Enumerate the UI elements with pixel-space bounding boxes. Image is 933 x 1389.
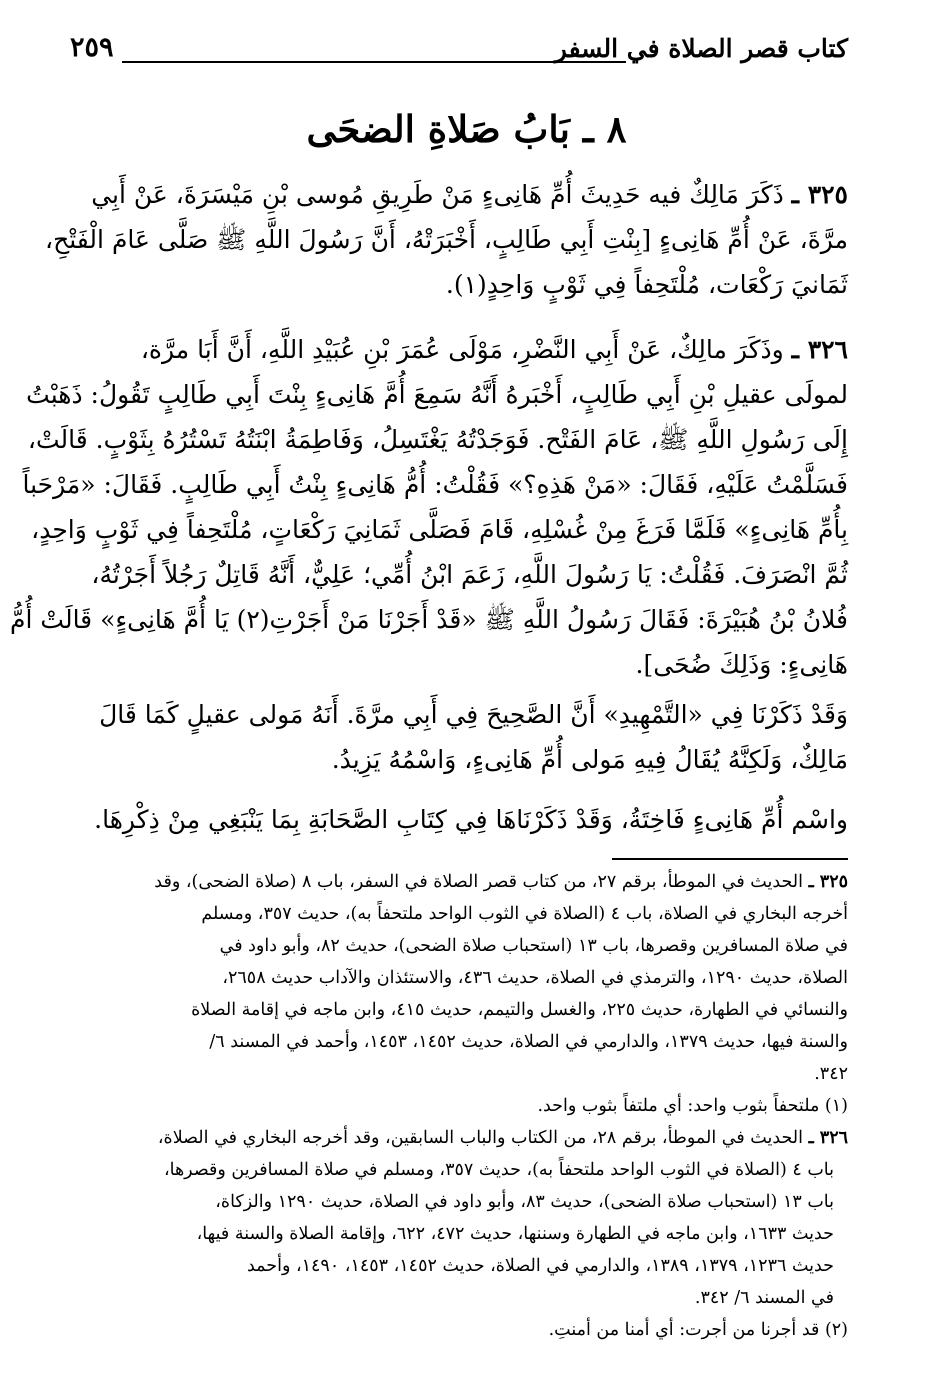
text-line: فَسَلَّمْتُ عَلَيْهِ، فَقَالَ: «مَنْ هَذِهِ؟» فَقُلْتُ: أُمُّ هَانِىءٍ بِنْتُ أَبِي طَالِبٍ. فَقَالَ: «مَرْحَباً bbox=[22, 470, 848, 499]
text-line-content: وذَكَرَ مالِكٌ، عَنْ أَبِي النَّضْرِ، مَوْلَى عُمَرَ بْنِ عُبَيْدِ اللَّهِ، أَنَّ أَبَا مرَّة، bbox=[140, 335, 792, 364]
footnote-line: في صلاة المسافرين وقصرها، باب ١٣ (استحباب صلاة الضحى)، حديث ٨٢، وأبو داود في bbox=[219, 936, 848, 956]
hadith-number: ٣٢٦ ـ bbox=[791, 335, 848, 364]
text-line: فُلانُ بْنُ هُبَيْرَةَ: فَقَالَ رَسُولُ اللَّهِ ﷺ «قَدْ أَجَرْنَا مَنْ أَجَرْتِ(٢) يَا أُمَّ هَانِىءٍ» قَالَتْ أُمُّ bbox=[10, 605, 848, 634]
footnote-line: باب ٤ (الصلاة في الثوب الواحد ملتحفاً به)، حديث ٣٥٧، ومسلم في صلاة المسافرين وقصرها، bbox=[163, 1160, 834, 1180]
footnote-line: (٢) قد أجرنا من أجرت: أي أمنا من أمنتِ. bbox=[548, 1320, 848, 1340]
footnote-rule bbox=[612, 858, 848, 860]
text-line: ثُمَّ انْصَرَفَ. فَقُلْتُ: يَا رَسُولَ اللَّهِ، زَعَمَ ابْنُ أُمِّي؛ عَلِيٌّ، أَنَّهُ قَاتِلٌ رَجُلاً أَجَرْتُهُ، bbox=[91, 560, 848, 589]
book-title: كتاب قصر الصلاة في السفر bbox=[554, 34, 848, 63]
footnote-line: حديث ١٢٣٦، ١٣٧٩، ١٣٨٩، والدارمي في الصلاة، حديث ١٤٥٢، ١٤٥٣، ١٤٩٠، وأحمد bbox=[246, 1256, 834, 1276]
footnote-line: والنسائي في الطهارة، حديث ٢٢٥، والغسل والتيمم، حديث ٤١٥، وابن ماجه في إقامة الصلاة bbox=[191, 1000, 848, 1020]
commentary-paragraph bbox=[82, 692, 848, 782]
footnote-326 bbox=[82, 1122, 848, 1314]
footnote-line bbox=[82, 866, 848, 898]
text-line bbox=[82, 327, 848, 372]
text-line: هَانِىءٍ: وَذَلِكَ ضُحَى]. bbox=[635, 650, 848, 679]
header-rule bbox=[122, 61, 626, 63]
footnote-number: ٣٢٥ ـ bbox=[808, 872, 848, 892]
text-line: لمولَى عقيلِ بْنِ أَبِي طَالِبٍ، أَخْبَرهُ أَنَّهُ سَمِعَ أُمَّ هَانِىءٍ بِنْتَ أَبِي طَالِبٍ تَقُولُ: ذَهَبْتُ bbox=[26, 380, 848, 409]
page-number: ٢٥٩ bbox=[70, 32, 114, 63]
commentary-paragraph bbox=[82, 797, 848, 842]
footnote-line-content: الحديث في الموطأ، برقم ٢٨، من الكتاب والباب السابقين، وقد أخرجه البخاري في الصلاة، bbox=[157, 1128, 809, 1148]
running-header bbox=[70, 30, 848, 74]
footnote-line: ٣٤٢. bbox=[814, 1064, 848, 1084]
footnote-line: حديث ١٦٣٣، وابن ماجه في الطهارة وسننها، حديث ٤٧٢، ٦٢٢، وإقامة الصلاة والسنة فيها، bbox=[196, 1224, 834, 1244]
text-line bbox=[82, 172, 848, 217]
footnote-325 bbox=[82, 866, 848, 1090]
footnote-line-content: الحديث في الموطأ، برقم ٢٧، من كتاب قصر الصلاة في السفر، باب ٨ (صلاة الضحى)، وقد bbox=[154, 872, 809, 892]
footnote-1 bbox=[82, 1090, 848, 1122]
text-line: وَقَدْ ذَكَرْنَا فِي «التَّمْهِيدِ» أَنَّ الصَّحِيحَ فِي أَبِي مرَّةَ. أَنَهُ مَولى عقيلٍ كَمَا قَالَ bbox=[99, 700, 848, 729]
footnote-number: ٣٢٦ ـ bbox=[808, 1128, 848, 1148]
chapter-title: ٨ ـ بَابُ صَلاةِ الضحَى bbox=[306, 107, 627, 151]
footnote-2 bbox=[82, 1314, 848, 1346]
text-line: مَالِكٌ، وَلَكِنَّهُ يُقَالُ فِيهِ مَولى أُمِّ هَانِىءٍ، وَاسْمُهُ يَزِيدُ. bbox=[331, 745, 848, 774]
footnote-line bbox=[82, 1122, 848, 1154]
hadith-number: ٣٢٥ ـ bbox=[791, 180, 848, 209]
text-line: إِلَى رَسُولِ اللَّهِ ﷺ، عَامَ الفَتْح. فَوَجَدْتُهُ يَغْتَسِلُ، وَفَاطِمَةُ ابْنَتُهُ تَسْتُرُهُ بِثَوْبٍ. قَالَتْ، bbox=[27, 425, 848, 454]
hadith-325 bbox=[45, 172, 848, 307]
footnote-line: والسنة فيها، حديث ١٣٧٩، والدارمي في الصلاة، حديث ١٤٥٢، ١٤٥٣، وأحمد في المسند ٦/ bbox=[209, 1032, 848, 1052]
footnote-line: باب ١٣ (استحباب صلاة الضحى)، حديث ٨٣، وأبو داود في الصلاة، حديث ١٢٩٠ والزكاة، bbox=[215, 1192, 834, 1212]
footnote-line: الصلاة، حديث ١٢٩٠، والترمذي في الصلاة، حديث ٤٣٦، والاستئذان والآداب حديث ٢٦٥٨، bbox=[222, 968, 848, 988]
text-line: مرَّةَ، عَنْ أُمِّ هَانِىءٍ [بِنْتِ أَبِي طَالِبٍ، أَخْبَرَتْهُ، أَنَّ رَسُولَ اللَّهِ ﷺ صَلَّى عَامَ الْفَتْحِ، bbox=[45, 225, 848, 254]
text-line: بِأُمِّ هَانِىءٍ» فَلَمَّا فَرَغَ مِنْ غُسْلِهِ، قَامَ فَصَلَّى ثَمَانِيَ رَكْعَاتٍ، مُلْتَحِفاً فِي ثَوْبٍ وَاحِدٍ، bbox=[31, 515, 848, 544]
footnote-line: (١) ملتحفاً بثوب واحد: أي ملتفاً بثوب واحد. bbox=[537, 1096, 848, 1116]
text-line: ثَمَانيَ رَكْعَات، مُلْتَحِفاً فِي ثَوْبٍ وَاحِدٍ(١). bbox=[445, 270, 848, 299]
hadith-326 bbox=[10, 327, 848, 687]
footnote-line: أخرجه البخاري في الصلاة، باب ٤ (الصلاة في الثوب الواحد ملتحفاً به)، حديث ٣٥٧، ومسلم bbox=[201, 904, 848, 924]
text-line-content: ذَكَرَ مَالِكٌ فيه حَدِيثَ أُمِّ هَانِىءٍ مَنْ طَرِيقِ مُوسى بْنِ مَيْسَرَةَ، عَنْ أَبِي bbox=[91, 180, 792, 209]
text-line: واسْم أُمِّ هَانِىءٍ فَاخِتَةُ، وَقَدْ ذَكَرْنَاهَا فِي كِتَابِ الصَّحَابَةِ بِمَا يَنْبَغِي مِنْ ذِكْرِهَا. bbox=[94, 805, 848, 834]
footnote-line: في المسند ٦/ ٣٤٢. bbox=[694, 1288, 834, 1308]
